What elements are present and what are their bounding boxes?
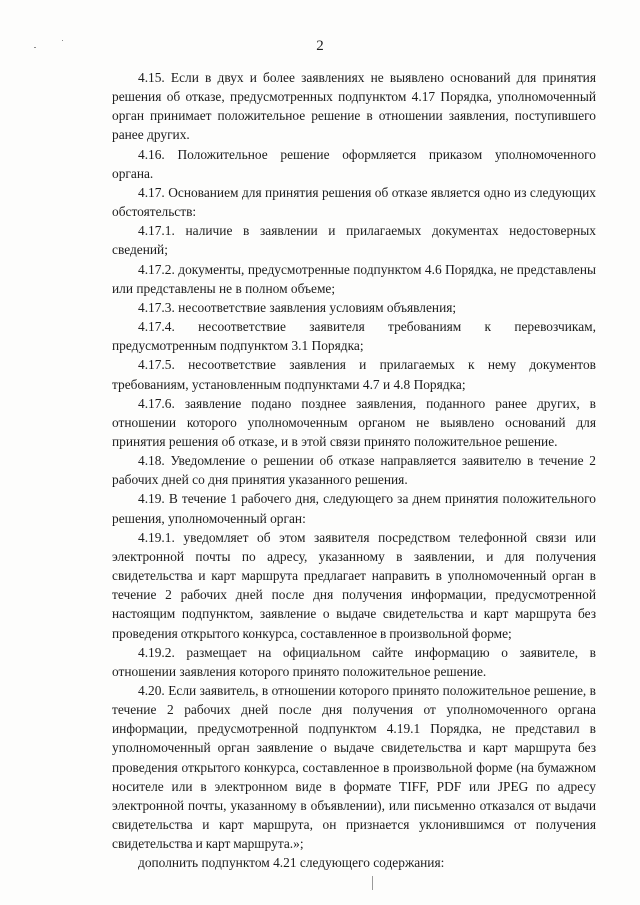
paragraph-4-18: 4.18. Уведомление о решении об отказе направляется заявителю в течение 2 рабочих дней со дня принятия указанного решения.: [112, 453, 596, 488]
document-body: [112, 68, 596, 873]
paragraph-4-19-1: 4.19.1. уведомляет об этом заявителя посредством телефонной связи или электронной почты по адресу, указанному в заявлении, и для получения свидетельства и карт маршрута предлагает направить в уполномоченный орган в течение 2 рабочих дней после дня получения информации, предусмотренной настоящим подпунктом, заявление о выдаче свидетельства и карт маршрута без проведения открытого конкурса, составленное в произвольной форме;: [112, 529, 596, 641]
paragraph-4-17-3: 4.17.3. несоответствие заявления условиям объявления;: [138, 299, 457, 315]
paragraph-4-19-2: 4.19.2. размещает на официальном сайте информацию о заявителе, в отношении заявления которого принято положительное решение.: [112, 644, 596, 679]
paragraph-4-20: 4.20. Если заявитель, в отношении которого принято положительное решение, в течение 2 рабочих дней после дня получения от уполномоченного органа информации, предусмотренной подпунктом 4.19.1 Порядка, не представил в уполномоченный орган заявление о выдаче свидетельства и карт маршрута без проведения открытого конкурса, составленное в произвольной форме (на бумажном носителе или в электронном виде в формате TIFF, PDF или JPEG по адресу электронной почты, указанному в объявлении), или письменно отказался от выдачи свидетельства и карт маршрута, он признается уклонившимся от получения свидетельства и карт маршрута.»;: [112, 683, 596, 852]
closing-line: дополнить подпунктом 4.21 следующего содержания:: [138, 855, 445, 871]
paragraph-4-15: 4.15. Если в двух и более заявлениях не выявлено оснований для принятия решения об отказе, предусмотренных подпунктом 4.17 Порядка, уполномоченный орган принимает положительное решение в отношении заявления, поступившего ранее других.: [112, 70, 596, 143]
scan-mark: [372, 876, 373, 890]
paragraph-4-17-1: 4.17.1. наличие в заявлении и прилагаемых документах недостоверных сведений;: [112, 223, 596, 258]
paragraph-4-17-2: 4.17.2. документы, предусмотренные подпунктом 4.6 Порядка, не представлены или представлены не в полном объеме;: [112, 261, 596, 296]
paragraph-4-17-4: 4.17.4. несоответствие заявителя требованиям к перевозчикам, предусмотренным подпунктом 3.1 Порядка;: [112, 319, 596, 354]
paragraph-4-17: 4.17. Основанием для принятия решения об отказе является одно из следующих обстоятельств:: [112, 184, 596, 220]
page-number: 2: [316, 38, 324, 54]
paragraph-4-17-5: 4.17.5. несоответствие заявления и прилагаемых к нему документов требованиям, установленным подпунктами 4.7 и 4.8 Порядка;: [112, 357, 596, 392]
paragraph-4-19: 4.19. В течение 1 рабочего дня, следующего за днем принятия положительного решения, уполномоченный орган:: [112, 491, 596, 526]
paragraph-4-16: 4.16. Положительное решение оформляется приказом уполномоченного органа.: [112, 146, 596, 181]
paragraph-4-17-6: 4.17.6. заявление подано позднее заявления, поданного ранее других, в отношении которого уполномоченным органом не выявлено оснований для принятия решения об отказе, и в этой связи принято положительное решение.: [112, 395, 596, 449]
